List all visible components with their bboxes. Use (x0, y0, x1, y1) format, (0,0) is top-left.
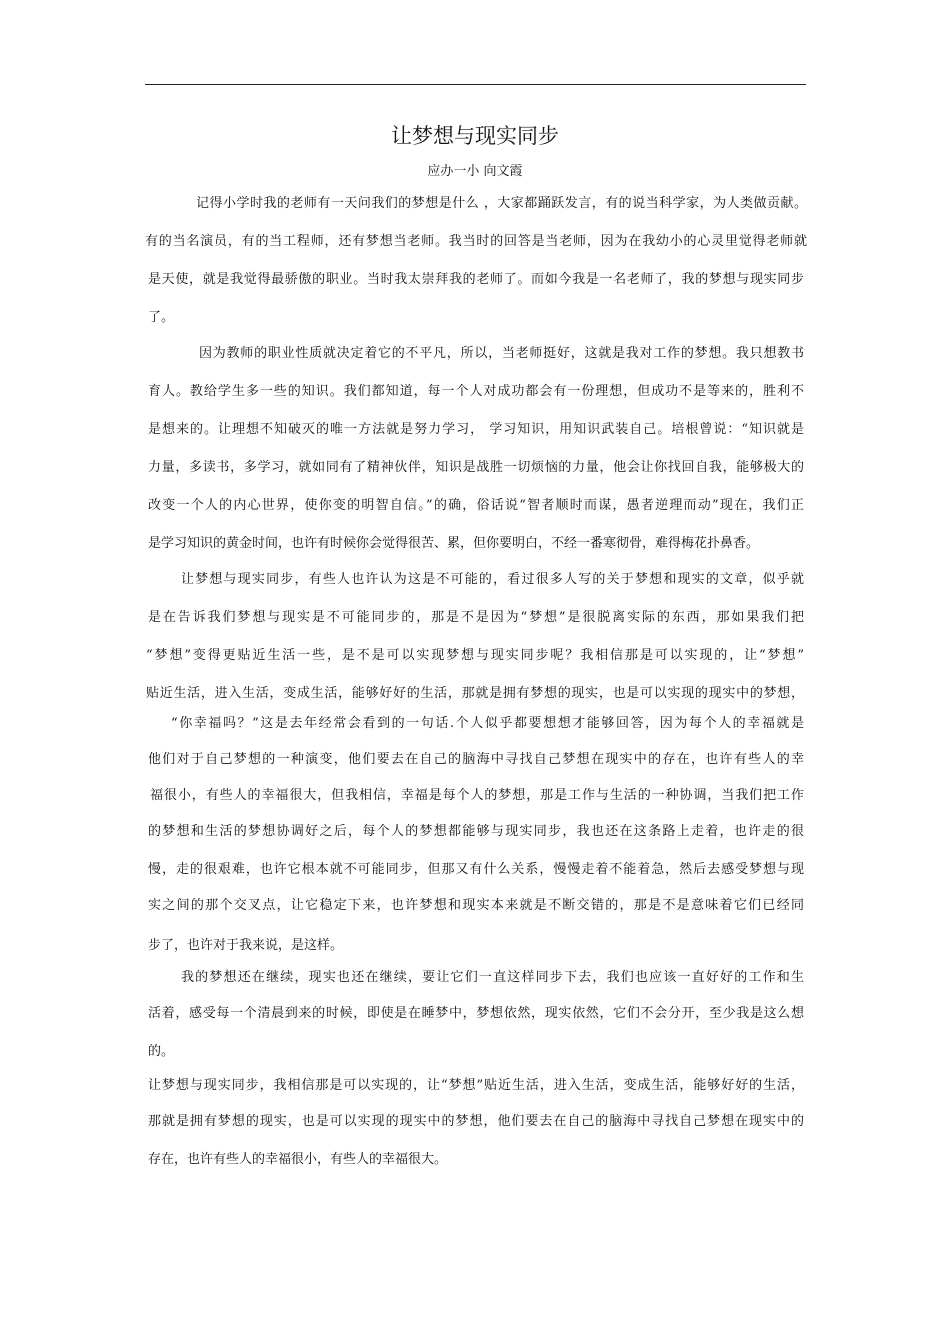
text-line: 福很小，有些人的幸福很大，但我相信，幸福是每个人的梦想，那是工作与生活的一种协调，当我们把工作 (150, 788, 804, 803)
text-line: 让梦想与现实同步，有些人也许认为这是不可能的，看过很多人写的关于梦想和现实的文章，似乎就 (181, 572, 804, 587)
text-line: 育人。教给学生多一些的知识。我们都知道，每一个人对成功都会有一份理想，但成功不是等来的，胜利不 (148, 384, 804, 399)
text-line: “你幸福吗？”这是去年经常会看到的一句话.个人似乎都要想想才能够回答，因为每个人的幸福就是 (171, 716, 804, 731)
text-line: 力量，多读书，多学习，就如同有了精神伙伴，知识是战胜一切烦恼的力量，他会让你找回自我，能够极大的 (148, 460, 804, 475)
text-line: 的梦想和生活的梦想协调好之后，每个人的梦想都能够与现实同步，我也还在这条路上走着，也许走的很 (148, 824, 804, 839)
text-line: 我的梦想还在继续，现实也还在继续，要让它们一直这样同步下去，我们也应该一直好好的工作和生 (181, 970, 804, 985)
text-line: 让梦想与现实同步，我相信那是可以实现的，让“梦想”贴近生活，进入生活，变成生活，能够好好的生活， (148, 1078, 804, 1093)
text-line: 存在，也许有些人的幸福很小，有些人的幸福很大。 (148, 1152, 448, 1167)
page-title: 让梦想与现实同步 (391, 124, 559, 148)
text-line: 因为教师的职业性质就决定着它的不平凡，所以，当老师挺好，这就是我对工作的梦想。我只想教书 (199, 346, 804, 361)
text-line: 改变一个人的内心世界，使你变的明智自信。”的确，俗话说“智者顺时而谋，愚者逆理而动”现在，我们正 (148, 498, 804, 513)
text-line: 有的当名演员，有的当工程师，还有梦想当老师。我当时的回答是当老师，因为在我幼小的心灵里觉得老师就 (145, 234, 807, 249)
text-line: 是想来的。让理想不知破灭的唯一方法就是努力学习， 学习知识，用知识武装自己。培根曾说：“知识就是 (148, 422, 804, 437)
text-line: 是学习知识的黄金时间，也许有时候你会觉得很苦、累，但你要明白，不经一番寒彻骨，难得梅花扑鼻香。 (148, 536, 760, 551)
text-line: 是天使，就是我觉得最骄傲的职业。当时我太崇拜我的老师了。而如今我是一名老师了，我的梦想与现实同步 (148, 272, 804, 287)
text-line: “梦想”变得更贴近生活一些，是不是可以实现梦想与现实同步呢？我相信那是可以实现的，让“梦想” (146, 648, 804, 663)
text-line: 是在告诉我们梦想与现实是不可能同步的，那是不是因为“梦想”是很脱离实际的东西，那如果我们把 (148, 610, 804, 625)
text-line: 活着，感受每一个清晨到来的时候，即使是在睡梦中，梦想依然，现实依然，它们不会分开，至少我是这么想 (148, 1006, 804, 1021)
text-line: 记得小学时我的老师有一天问我们的梦想是什么 ，大家都踊跃发言，有的说当科学家，为人类做贡献。 (196, 196, 807, 211)
text-line: 步了，也许对于我来说，是这样。 (148, 938, 344, 953)
header-rule (145, 84, 806, 85)
text-line: 他们对于自己梦想的一种演变，他们要去在自己的脑海中寻找自己梦想在现实中的存在，也许有些人的幸 (148, 752, 804, 767)
text-line: 了。 (148, 310, 175, 325)
text-line: 实之间的那个交叉点，让它稳定下来，也许梦想和现实本来就是不断交错的，那是不是意味着它们已经同 (148, 898, 804, 913)
text-line: 那就是拥有梦想的现实，也是可以实现的现实中的梦想，他们要去在自己的脑海中寻找自己梦想在现实中的 (148, 1114, 804, 1129)
text-line: 的。 (148, 1044, 175, 1059)
author-line: 应办一小 向文霞 (427, 164, 523, 179)
text-line: 贴近生活，进入生活，变成生活，能够好好的生活，那就是拥有梦想的现实，也是可以实现的现实中的梦想， (146, 686, 804, 701)
text-line: 慢，走的很艰难，也许它根本就不可能同步，但那又有什么关系，慢慢走着不能着急，然后去感受梦想与现 (148, 862, 804, 877)
